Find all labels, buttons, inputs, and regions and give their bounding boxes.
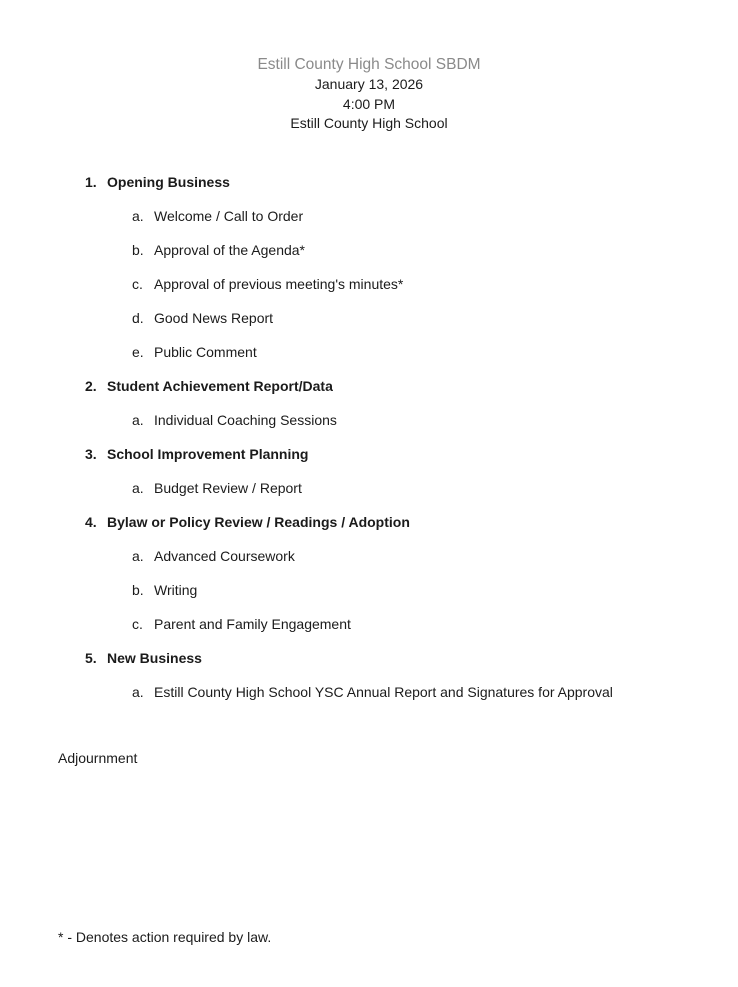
item-letter: d. [132, 309, 144, 326]
item-letter: a. [132, 547, 144, 564]
agenda-item [58, 582, 680, 599]
item-letter: a. [132, 683, 144, 700]
agenda-item [58, 480, 680, 497]
item-text: Welcome / Call to Order [154, 207, 304, 224]
agenda-section [58, 174, 680, 191]
item-letter: c. [132, 615, 143, 632]
item-letter: e. [132, 343, 144, 360]
item-text: Good News Report [154, 309, 274, 326]
agenda-item [58, 548, 680, 565]
item-text: Budget Review / Report [154, 479, 302, 496]
item-text: Public Comment [154, 343, 257, 360]
agenda-section [58, 378, 680, 395]
agenda-item [58, 310, 680, 327]
agenda-item [58, 344, 680, 361]
item-text: Parent and Family Engagement [154, 615, 351, 632]
agenda-item [58, 684, 680, 701]
section-title: Bylaw or Policy Review / Readings / Adoption [107, 513, 410, 530]
section-title: Opening Business [107, 173, 230, 190]
adjournment-text: Adjournment [58, 749, 138, 766]
item-text: Estill County High School YSC Annual Report and Signatures for Approval [154, 683, 613, 700]
item-letter: a. [132, 479, 144, 496]
meeting-date: January 13, 2026 [314, 76, 424, 92]
item-letter: b. [132, 581, 144, 598]
item-text: Approval of previous meeting's minutes* [154, 275, 404, 292]
section-title: Student Achievement Report/Data [107, 377, 333, 394]
item-text: Approval of the Agenda* [154, 241, 306, 258]
agenda-item [58, 412, 680, 429]
section-number: 1. [85, 173, 97, 190]
agenda-section [58, 650, 680, 667]
item-letter: c. [132, 275, 143, 292]
section-number: 4. [85, 513, 97, 530]
item-letter: a. [132, 411, 144, 428]
item-text: Writing [154, 581, 198, 598]
section-title: School Improvement Planning [107, 445, 309, 462]
agenda-list [58, 174, 680, 701]
item-letter: b. [132, 241, 144, 258]
section-number: 2. [85, 377, 97, 394]
agenda-section [58, 514, 680, 531]
section-number: 5. [85, 649, 97, 666]
item-letter: a. [132, 207, 144, 224]
meeting-time: 4:00 PM [342, 95, 396, 112]
footnote-text: * - Denotes action required by law. [58, 929, 272, 945]
agenda-item [58, 616, 680, 633]
item-text: Advanced Coursework [154, 547, 295, 564]
agenda-item [58, 208, 680, 225]
section-number: 3. [85, 445, 97, 462]
page-title: Estill County High School SBDM [257, 56, 481, 73]
agenda-item [58, 276, 680, 293]
document-header [0, 54, 738, 134]
agenda-section [58, 446, 680, 463]
item-text: Individual Coaching Sessions [154, 411, 337, 428]
section-title: New Business [107, 649, 202, 666]
agenda-item [58, 242, 680, 259]
meeting-location: Estill County High School [290, 115, 448, 131]
